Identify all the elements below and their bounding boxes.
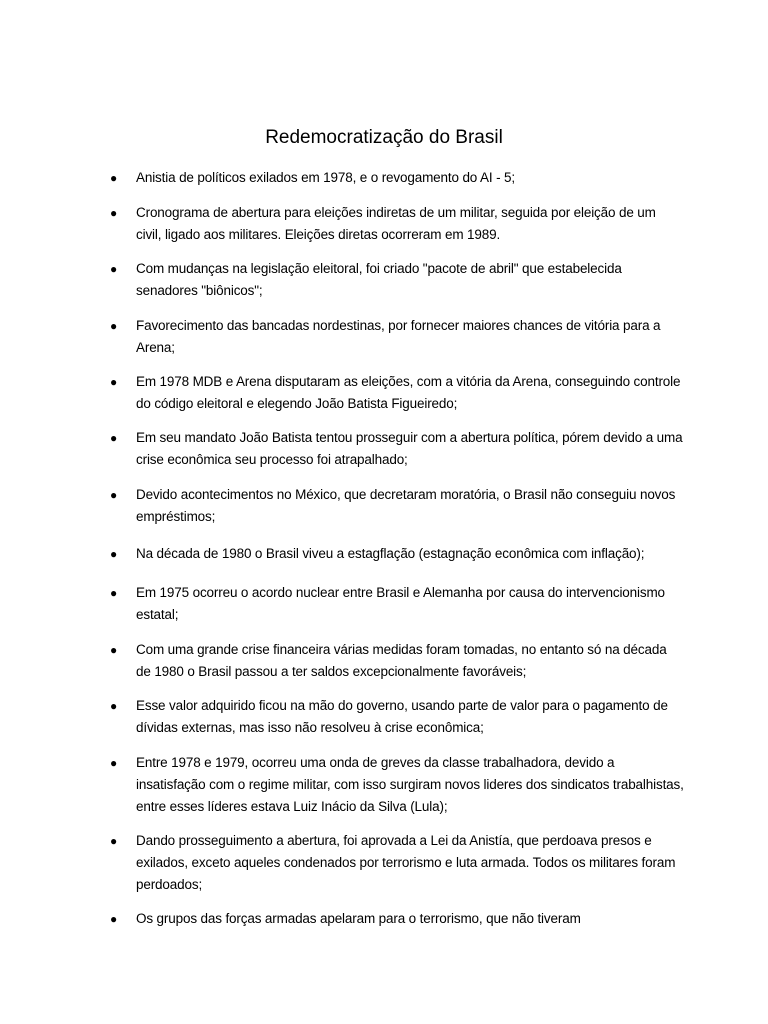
bullet-icon: ● (110, 547, 118, 561)
list-item-text: Com mudanças na legislação eleitoral, foi criado "pacote de abril" que estabelecida senadores "biônicos"; (136, 261, 622, 298)
bullet-icon: ● (110, 586, 118, 600)
list-item-text: Na década de 1980 o Brasil viveu a estagflação (estagnação econômica com inflação); (136, 546, 645, 561)
list-item-text: Com uma grande crise financeira várias medidas foram tomadas, no entanto só na década de 1980 o Brasil passou a ter saldos excepcionalmente favoráveis; (136, 642, 667, 679)
bullet-icon: ● (110, 206, 118, 220)
list-item-text: Favorecimento das bancadas nordestinas, por fornecer maiores chances de vitória para a Arena; (136, 318, 661, 355)
bullet-icon: ● (110, 171, 118, 185)
list-item-text: Dando prosseguimento a abertura, foi aprovada a Lei da Anistía, que perdoava presos e exilados, exceto aqueles condenados por terrorismo e luta armada. Todos os militares foram perdoados; (136, 833, 676, 892)
list-item-text: Cronograma de abertura para eleições indiretas de um militar, seguida por eleição de um civil, ligado aos militares. Eleições diretas ocorreram em 1989. (136, 205, 656, 242)
bullet-icon: ● (110, 699, 118, 713)
list-item-text: Os grupos das forças armadas apelaram para o terrorismo, que não tiveram (136, 911, 581, 926)
bullet-icon: ● (110, 431, 118, 445)
bullet-icon: ● (110, 375, 118, 389)
bullet-icon: ● (110, 643, 118, 657)
bullet-icon: ● (110, 262, 118, 276)
bullet-icon: ● (110, 834, 118, 848)
bullet-icon: ● (110, 756, 118, 770)
list-item-text: Entre 1978 e 1979, ocorreu uma onda de greves da classe trabalhadora, devido a insatisfação com o regime militar, com isso surgiram novos lideres dos sindicatos trabalhistas, entre esses líderes estava Luiz Inácio da Silva (Lula); (136, 755, 684, 814)
list-item-text: Devido acontecimentos no México, que decretaram moratória, o Brasil não conseguiu novos empréstimos; (136, 487, 676, 524)
bullet-icon: ● (110, 319, 118, 333)
list-item-text: Em 1978 MDB e Arena disputaram as eleições, com a vitória da Arena, conseguindo controle do código eleitoral e elegendo João Batista Figueiredo; (136, 374, 681, 411)
list-item-text: Em seu mandato João Batista tentou prosseguir com a abertura política, pórem devido a uma crise econômica seu processo foi atrapalhado; (136, 430, 683, 467)
list-item-text: Em 1975 ocorreu o acordo nuclear entre Brasil e Alemanha por causa do intervencionismo estatal; (136, 585, 665, 622)
list-item-text: Anistia de políticos exilados em 1978, e o revogamento do AI - 5; (136, 170, 515, 185)
bullet-icon: ● (110, 912, 118, 926)
list-item-text: Esse valor adquirido ficou na mão do governo, usando parte de valor para o pagamento de dívidas externas, mas isso não resolveu à crise econômica; (136, 698, 668, 735)
bullet-icon: ● (110, 488, 118, 502)
page-title: Redemocratização do Brasil (265, 127, 503, 148)
